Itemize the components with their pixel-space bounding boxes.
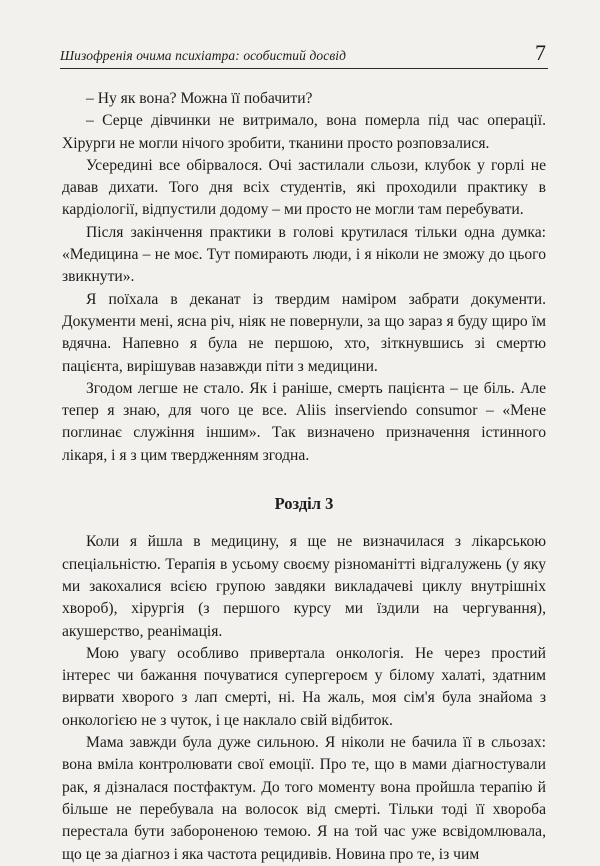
chapter-heading: Розділ 3 bbox=[274, 494, 334, 514]
paragraph: – Ну як вона? Можна її побачити? bbox=[86, 90, 313, 107]
page-number: 7 bbox=[535, 40, 546, 65]
paragraph: Мама завжди була дуже сильною. Я ніколи не бачила її в сльозах: вона вміла контролювати свої емоції. Про те, що в мами діагностували рак, я дізналася постфактум. До того моменту вона пройшла терапію й більше не перебувала на волосок від смерті. Тільки тоді її хвороба перестала бути забороненою темою. Я на той час уже всвідомлювала, що це за діагноз і яка частота рецидивів. Новина про те, із чим bbox=[62, 734, 546, 863]
paragraph: Згодом легше не стало. Як і раніше, смерть пацієнта – це біль. Але тепер я знаю, для чого це все. Aliis inserviendo consumor – «Мене поглинає служіння іншим». Так визначено призначення істинного лікаря, і я з цим твердженням згодна. bbox=[62, 379, 546, 464]
running-header-title: Шизофренія очима психіатра: особистий досвід bbox=[60, 48, 347, 63]
paragraph: Усередині все обірвалося. Очі застилали сльози, клубок у горлі не давав дихати. Того дня всіх студентів, які проходили практику в кардіології, відпустили додому – ми просто не могли там перебувати. bbox=[62, 156, 546, 219]
paragraph: Коли я йшла в медицину, я ще не визначилася з лікарською спеціальністю. Терапія в усьому своєму різноманітті відгалужень (у яку ми закохалися всією групою завдяки викладачеві циклу внутрішніх хвороб), хірургія (з першого курсу ми їздили на чергування), акушерство, реанімація. bbox=[62, 533, 546, 640]
running-header bbox=[60, 38, 548, 69]
body-text bbox=[62, 88, 546, 866]
paragraph: – Серце дівчинки не витримало, вона померла під час операції. Хірурги не могли нічого зробити, тканини просто розповзалися. bbox=[62, 112, 546, 152]
paragraph: Я поїхала в деканат із твердим наміром забрати документи. Документи мені, ясна річ, ніяк не повернули, за що зараз я буду щиро їм вдячна. Напевно я була не першою, хто, зіткнувшись зі смертю пацієнта, вирішував назавжди піти з медицини. bbox=[62, 290, 546, 375]
paragraph: Мою увагу особливо привертала онкологія. Не через простий інтерес чи бажання почуватися супергероєм у білому халаті, здатним вирвати хворого з лап смерті, ні. На жаль, моя сім'я була знайома з онкологією не з чуток, і це наклало свій відбиток. bbox=[62, 644, 546, 729]
paragraph: Після закінчення практики в голові крутилася тільки одна думка: «Медицина – не моє. Тут помирають люди, і я ніколи не зможу до цього звикнути». bbox=[62, 223, 546, 286]
